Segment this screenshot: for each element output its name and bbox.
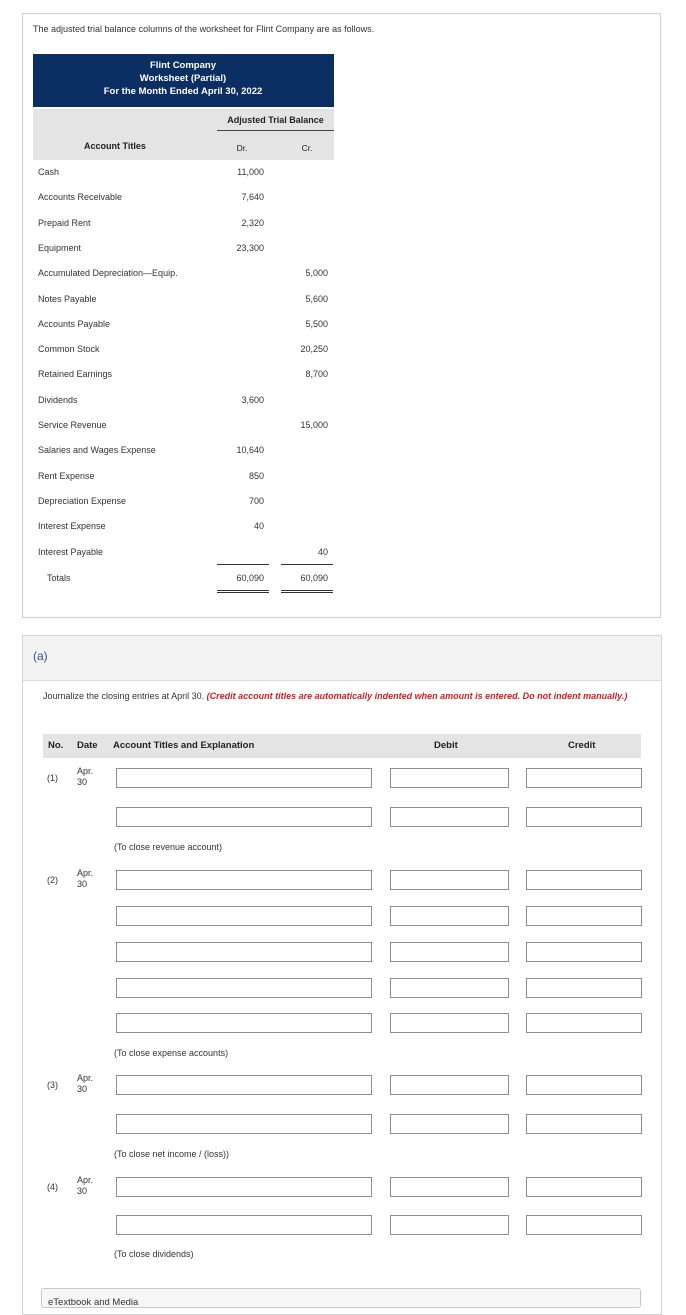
debit-input[interactable] [390, 906, 509, 926]
adjusted-trial-balance-label: Adjusted Trial Balance [227, 115, 324, 125]
account-title-input[interactable] [116, 906, 372, 926]
dr-double-rule-1 [217, 590, 269, 591]
entry-explanation: (To close expense accounts) [114, 1048, 229, 1058]
account-title: Salaries and Wages Expense [38, 445, 156, 455]
credit-input[interactable] [526, 870, 642, 890]
entry-date-day: 30 [77, 1084, 88, 1094]
worksheet-title: Worksheet (Partial) [139, 73, 227, 84]
cr-amount: 5,500 [305, 319, 328, 329]
credit-input[interactable] [526, 1114, 642, 1134]
entry-date [77, 1073, 97, 1095]
instruction-text: Journalize the closing entries at April 30. [43, 691, 205, 701]
cr-total-rule [281, 564, 333, 565]
credit-input[interactable] [526, 1177, 642, 1197]
debit-input[interactable] [390, 1013, 509, 1033]
totals-label: Totals [47, 573, 71, 583]
cr-amount: 5,000 [305, 268, 328, 278]
debit-input[interactable] [390, 942, 509, 962]
dr-header: Dr. [236, 143, 248, 153]
cr-double-rule-1 [281, 590, 333, 591]
no-header: No. [48, 740, 64, 751]
dr-amount: 10,640 [236, 445, 264, 455]
dr-total-rule [217, 564, 269, 565]
debit-input[interactable] [390, 768, 509, 788]
account-title: Dividends [38, 395, 78, 405]
credit-input[interactable] [526, 1013, 642, 1033]
entry-explanation: (To close dividends) [114, 1249, 194, 1259]
account-title: Service Revenue [38, 420, 107, 430]
debit-input[interactable] [390, 1177, 509, 1197]
cr-amount: 40 [317, 547, 328, 557]
debit-input[interactable] [390, 870, 509, 890]
intro-text: The adjusted trial balance columns of the worksheet for Flint Company are as follows. [33, 24, 375, 34]
totals-dr: 60,090 [236, 573, 264, 583]
account-title: Accumulated Depreciation—Equip. [38, 268, 178, 278]
account-title: Prepaid Rent [38, 218, 91, 228]
dr-amount: 11,000 [237, 167, 264, 177]
account-title: Equipment [38, 243, 82, 253]
part-a-label: (a) [33, 649, 48, 663]
dr-amount: 2,320 [241, 218, 264, 228]
entry-date-month: Apr. [77, 868, 94, 878]
entry-date-day: 30 [77, 777, 88, 787]
account-title-input[interactable] [116, 978, 372, 998]
account-title: Common Stock [38, 344, 100, 354]
entry-explanation: (To close net income / (loss)) [114, 1149, 230, 1159]
account-title: Rent Expense [38, 471, 95, 481]
cr-amount: 8,700 [305, 369, 328, 379]
dr-amount: 850 [248, 471, 264, 481]
entry-date [77, 868, 97, 890]
dr-amount: 40 [253, 521, 264, 531]
account-title-input[interactable] [116, 1013, 372, 1033]
company-name: Flint Company [150, 60, 216, 71]
debit-header: Debit [434, 740, 458, 751]
account-title: Accounts Payable [38, 319, 111, 329]
account-title: Retained Earnings [38, 369, 113, 379]
dr-amount: 700 [248, 496, 264, 506]
etextbook-label: eTextbook and Media [48, 1297, 139, 1308]
entry-number: (4) [47, 1182, 58, 1192]
entry-date-day: 30 [77, 1186, 88, 1196]
dr-amount: 23,300 [236, 243, 264, 253]
dr-double-rule-2 [217, 592, 269, 593]
cr-amount: 15,000 [300, 420, 328, 430]
cr-header: Cr. [301, 143, 313, 153]
header-divider [217, 130, 334, 131]
entry-number: (2) [47, 875, 58, 885]
credit-input[interactable] [526, 978, 642, 998]
entry-date [77, 766, 97, 788]
cr-double-rule-2 [281, 592, 333, 593]
credit-input[interactable] [526, 906, 642, 926]
account-title: Depreciation Expense [38, 496, 127, 506]
credit-input[interactable] [526, 1215, 642, 1235]
account-titles-header: Account Titles [84, 141, 146, 151]
credit-input[interactable] [526, 1075, 642, 1095]
dr-amount: 7,640 [241, 192, 264, 202]
worksheet-header [33, 54, 334, 107]
debit-input[interactable] [390, 1114, 509, 1134]
debit-input[interactable] [390, 978, 509, 998]
account-title: Accounts Receivable [38, 192, 123, 202]
cr-amount: 20,250 [300, 344, 328, 354]
entry-number: (1) [47, 773, 58, 783]
part-a-header-bar [23, 636, 661, 681]
account-title: Interest Payable [38, 547, 104, 557]
credit-input[interactable] [526, 768, 642, 788]
account-header: Account Titles and Explanation [113, 740, 255, 751]
account-title-input[interactable] [116, 942, 372, 962]
date-header: Date [77, 740, 98, 751]
debit-input[interactable] [390, 1215, 509, 1235]
cr-amount: 5,600 [305, 294, 328, 304]
account-title-input[interactable] [116, 1075, 372, 1095]
credit-input[interactable] [526, 942, 642, 962]
debit-input[interactable] [390, 807, 509, 827]
account-title-input[interactable] [116, 870, 372, 890]
instruction-note: (Credit account titles are automatically indented when amount is entered. Do not indent manually.) [206, 691, 628, 701]
account-title-input[interactable] [116, 1215, 372, 1235]
entry-number: (3) [47, 1080, 58, 1090]
entry-date-day: 30 [77, 879, 88, 889]
entry-date-month: Apr. [77, 1073, 94, 1083]
instructions [43, 690, 633, 703]
account-title-input[interactable] [116, 1177, 372, 1197]
account-title-input[interactable] [116, 807, 372, 827]
entry-explanation: (To close revenue account) [114, 842, 223, 852]
account-title-input[interactable] [116, 1114, 372, 1134]
credit-input[interactable] [526, 807, 642, 827]
totals-cr: 60,090 [300, 573, 328, 583]
etextbook-media-bar[interactable] [41, 1288, 641, 1308]
entry-date [77, 1175, 97, 1197]
account-title: Notes Payable [38, 294, 97, 304]
account-title: Cash [38, 167, 60, 177]
entry-date-month: Apr. [77, 1175, 94, 1185]
worksheet-period: For the Month Ended April 30, 2022 [103, 86, 263, 97]
account-title-input[interactable] [116, 768, 372, 788]
account-title: Interest Expense [38, 521, 106, 531]
entry-date-month: Apr. [77, 766, 94, 776]
dr-amount: 3,600 [241, 395, 264, 405]
credit-header: Credit [568, 740, 596, 751]
debit-input[interactable] [390, 1075, 509, 1095]
